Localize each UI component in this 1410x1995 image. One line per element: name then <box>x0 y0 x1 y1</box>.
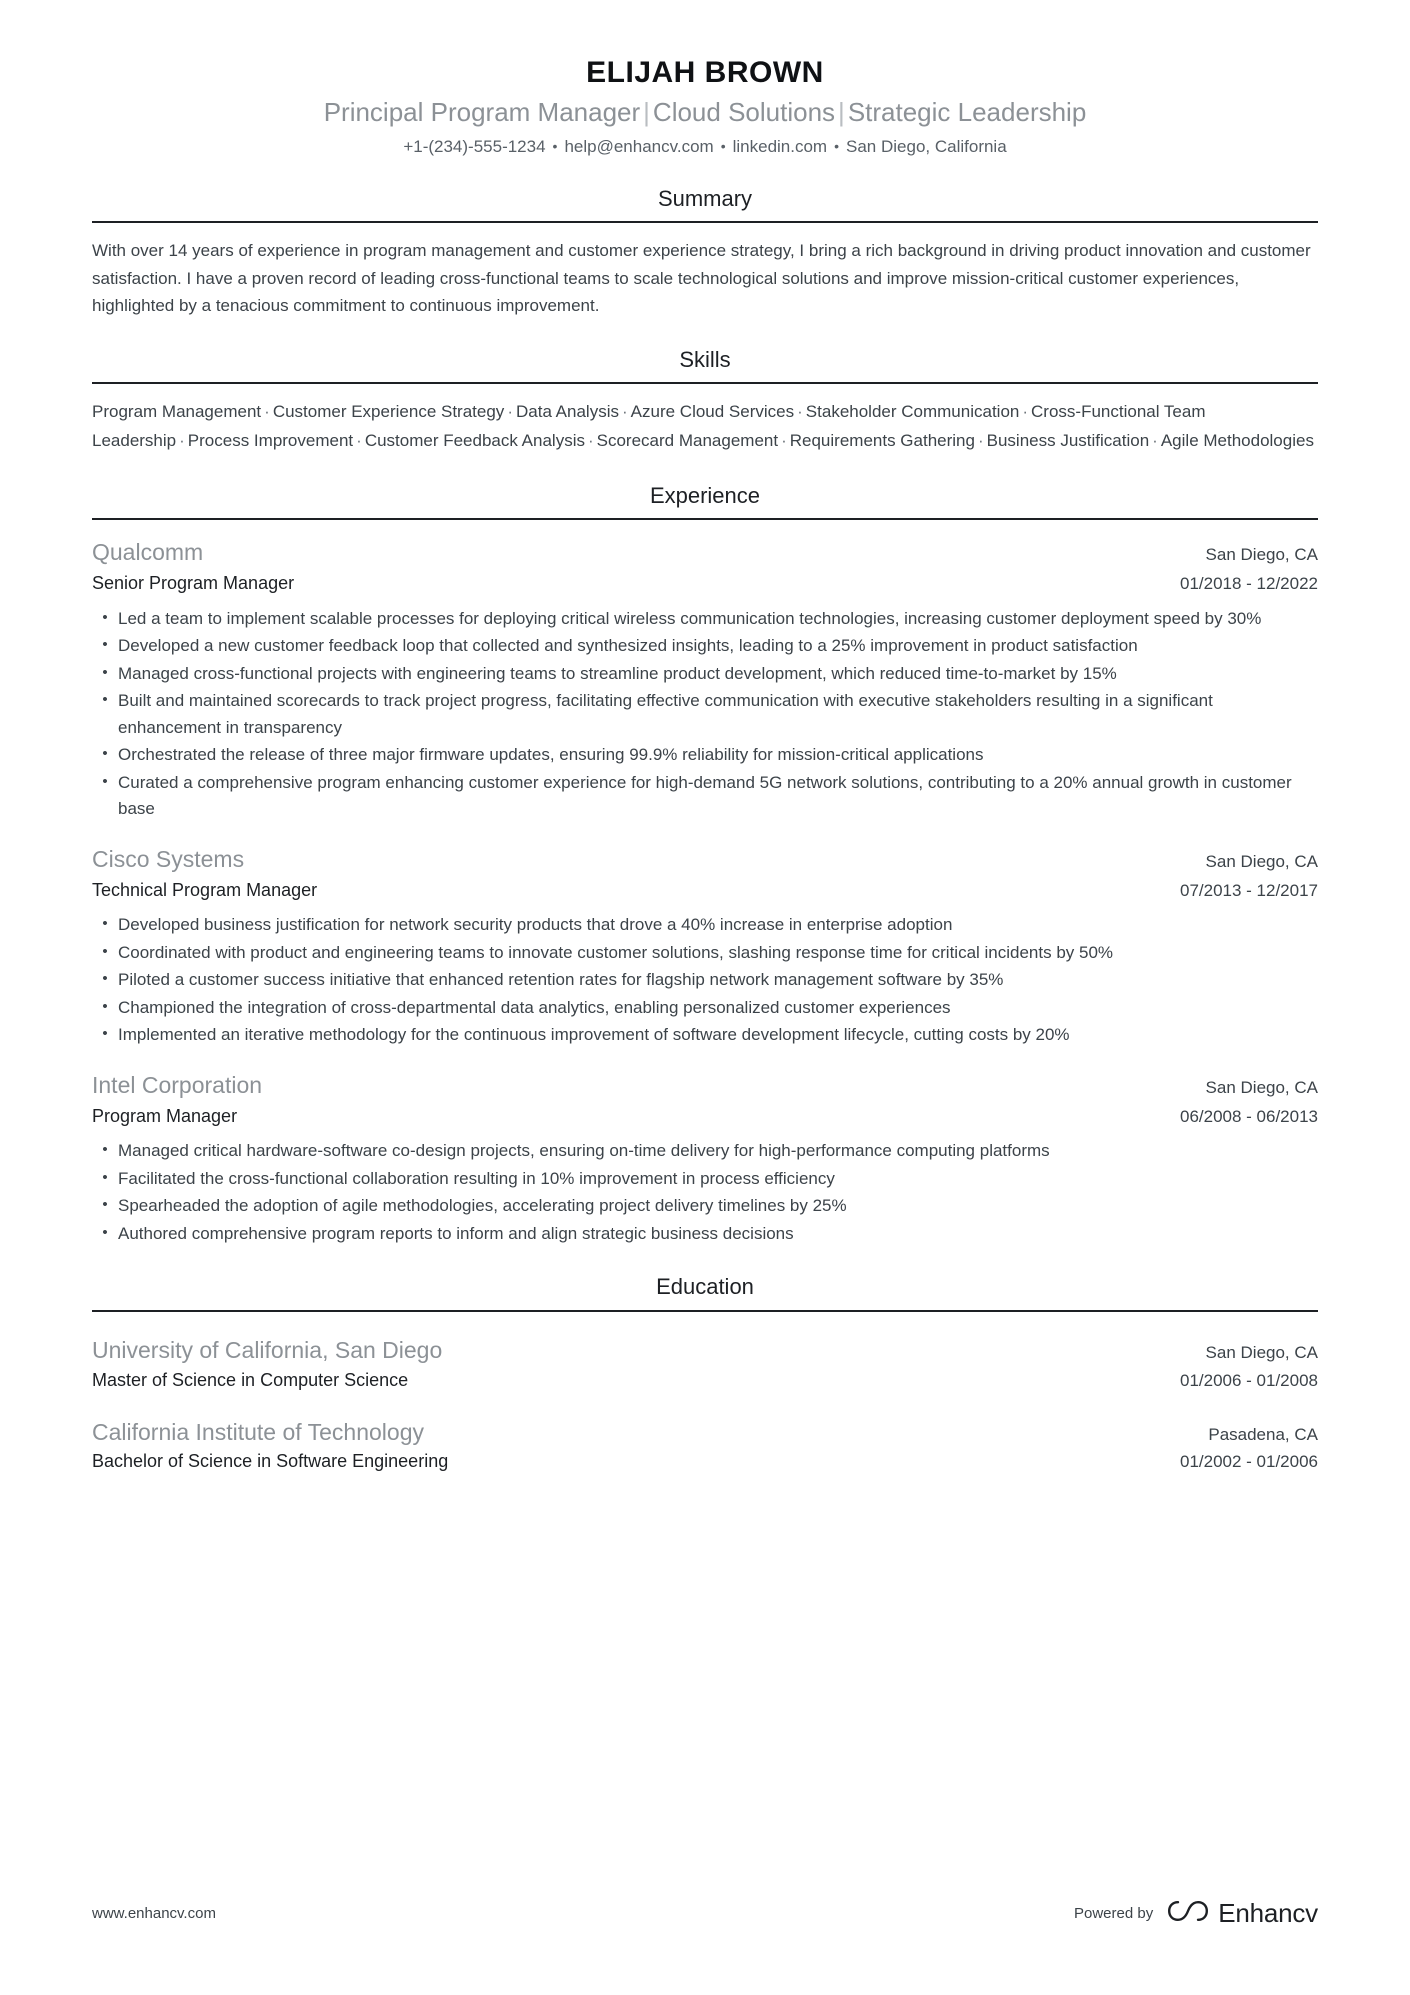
skill-item: Requirements Gathering <box>789 430 975 450</box>
degree-dates: 01/2002 - 01/2006 <box>1179 1452 1318 1472</box>
bullet-text: Spearheaded the adoption of agile methodologies, accelerating project delivery timelines by 25% <box>118 1196 847 1216</box>
entry-subheader-row <box>92 568 1318 597</box>
degree-title: Bachelor of Science in Software Engineering <box>92 1451 449 1472</box>
contact-item[interactable]: San Diego, California <box>846 136 1007 156</box>
list-item <box>92 688 1318 741</box>
bullet-text: Orchestrated the release of three major firmware updates, ensuring 99.9% reliability for mission-critical applications <box>118 745 984 765</box>
skill-item: Cross-Functional Team Leadership <box>92 402 1206 450</box>
section-title-education: Education <box>656 1274 754 1300</box>
job-title: Senior Program Manager <box>92 573 295 593</box>
skill-item: Scorecard Management <box>596 430 779 450</box>
bullet-icon: • <box>102 608 108 626</box>
contact-line <box>92 136 1318 159</box>
skill-separator-icon: · <box>621 402 628 422</box>
bullet-text: Curated a comprehensive program enhancing customer experience for high-demand 5G network solutions, contributing to a 20% annual growth in customer base <box>118 772 1292 819</box>
education-entries <box>92 1336 1318 1475</box>
skill-item: Azure Cloud Services <box>630 402 795 422</box>
bullet-text: Facilitated the cross-functional collaboration resulting in 10% improvement in process efficiency <box>118 1168 835 1188</box>
resume-footer <box>92 1898 1318 1929</box>
section-divider <box>92 382 1318 384</box>
bullet-icon: • <box>102 1223 108 1241</box>
bullet-icon: • <box>102 970 108 988</box>
headline-part: Cloud Solutions <box>652 97 836 128</box>
bullet-text: Managed cross-functional projects with engineering teams to streamline product development, which reduced time-to-market by 15% <box>118 663 1117 683</box>
school-name: University of California, San Diego <box>92 1337 443 1364</box>
list-item <box>92 1138 1318 1165</box>
job-title: Program Manager <box>92 1105 238 1126</box>
section-divider <box>92 1310 1318 1312</box>
school-name: California Institute of Technology <box>92 1418 424 1445</box>
section-experience <box>92 482 1318 1248</box>
bullet-text: Managed critical hardware-software co-design projects, ensuring on-time delivery for high-performance computing platforms <box>118 1141 1050 1161</box>
bullet-text: Developed a new customer feedback loop that collected and synthesized insights, leading to a 25% improvement in product satisfaction <box>118 636 1138 656</box>
entry-header-row <box>92 1071 1318 1101</box>
entry-header-row <box>92 1336 1318 1366</box>
skill-separator-icon: · <box>781 430 787 450</box>
degree-dates: 01/2006 - 01/2008 <box>1179 1370 1318 1390</box>
entry-subheader-row <box>92 1366 1318 1394</box>
employer-location: San Diego, CA <box>1205 1077 1318 1097</box>
employer-name: Intel Corporation <box>92 1071 263 1098</box>
brand-name: Enhancv <box>1218 1898 1318 1928</box>
responsibility-list <box>92 1138 1318 1247</box>
bullet-text: Built and maintained scorecards to track project progress, facilitating effective communication with executive stakeholders resulting in a significant enhancement in transparency <box>118 691 1213 737</box>
skill-item: Data Analysis <box>515 402 619 422</box>
experience-entry <box>92 845 1318 1049</box>
bullet-text: Coordinated with product and engineering teams to innovate customer solutions, slashing response time for critical incidents by 50% <box>118 942 1114 962</box>
headline-part: Principal Program Manager <box>323 97 641 128</box>
resume-header <box>92 55 1318 159</box>
job-dates: 01/2018 - 12/2022 <box>1179 574 1318 593</box>
footer-brand-group <box>1074 1898 1318 1929</box>
list-item <box>92 940 1318 967</box>
summary-text: With over 14 years of experience in program management and customer experience strategy, I bring a rich background in driving product innovation and customer satisfaction. I have a proven record of leading cross-functional teams to scale technological solutions and improve mission-critical customer experiences, highlighted by a tenacious commitment to continuous improvement. <box>92 241 1311 316</box>
bullet-text: Piloted a customer success initiative that enhanced retention rates for flagship network management software by 35% <box>118 970 1004 990</box>
bullet-text: Led a team to implement scalable processes for deploying critical wireless communication technologies, increasing customer deployment speed by 30% <box>118 608 1262 628</box>
skill-separator-icon: · <box>1152 430 1158 450</box>
employer-location: San Diego, CA <box>1205 545 1318 565</box>
bullet-icon: • <box>102 691 108 709</box>
skill-item: Program Management <box>92 402 262 422</box>
headline-separator: | <box>643 97 650 128</box>
job-title: Technical Program Manager <box>92 879 318 900</box>
bullet-icon: • <box>102 1168 108 1186</box>
bullet-icon: • <box>102 745 108 763</box>
list-item <box>92 742 1318 769</box>
contact-separator-icon: • <box>552 137 558 154</box>
skills-list <box>92 398 1318 455</box>
experience-entry <box>92 538 1318 823</box>
list-item <box>92 1221 1318 1248</box>
candidate-headline <box>92 95 1318 129</box>
school-location: Pasadena, CA <box>1208 1424 1318 1444</box>
skill-separator-icon: · <box>977 430 984 450</box>
bullet-icon: • <box>102 1141 108 1159</box>
responsibility-list <box>92 912 1318 1049</box>
section-title-skills: Skills <box>679 346 731 372</box>
degree-title: Master of Science in Computer Science <box>92 1369 409 1390</box>
headline-part: Strategic Leadership <box>847 97 1087 128</box>
section-divider <box>92 518 1318 520</box>
entry-subheader-row <box>92 1101 1318 1130</box>
bullet-icon: • <box>102 772 108 790</box>
contact-item[interactable]: help@enhancv.com <box>564 136 714 156</box>
employer-location: San Diego, CA <box>1205 851 1318 871</box>
contact-item[interactable]: linkedin.com <box>732 136 828 156</box>
bullet-icon: • <box>102 942 108 960</box>
job-dates: 06/2008 - 06/2013 <box>1179 1106 1318 1126</box>
list-item <box>92 606 1318 633</box>
footer-url[interactable]: www.enhancv.com <box>92 1905 216 1922</box>
list-item <box>92 633 1318 660</box>
skill-item: Agile Methodologies <box>1160 430 1314 450</box>
list-item <box>92 770 1318 823</box>
skill-separator-icon: · <box>797 402 803 422</box>
list-item <box>92 912 1318 939</box>
bullet-icon: • <box>102 1196 108 1214</box>
section-skills <box>92 346 1318 456</box>
infinity-icon <box>1167 1898 1209 1929</box>
list-item <box>92 995 1318 1022</box>
experience-entry <box>92 1071 1318 1248</box>
responsibility-list <box>92 606 1318 823</box>
entry-header-row <box>92 845 1318 875</box>
bullet-text: Authored comprehensive program reports to inform and align strategic business decisions <box>118 1223 794 1243</box>
section-summary <box>92 185 1318 320</box>
enhancv-logo <box>1167 1898 1318 1929</box>
powered-by-label: Powered by <box>1073 1905 1154 1922</box>
list-item <box>92 1022 1318 1049</box>
skill-item: Business Justification <box>986 430 1150 450</box>
bullet-icon: • <box>102 636 108 654</box>
experience-entries <box>92 538 1318 1247</box>
job-dates: 07/2013 - 12/2017 <box>1179 880 1318 900</box>
candidate-name: ELIJAH BROWN <box>586 56 824 89</box>
skill-separator-icon: · <box>356 430 362 450</box>
contact-separator-icon: • <box>720 137 726 154</box>
skill-item: Customer Experience Strategy <box>272 402 505 422</box>
bullet-text: Implemented an iterative methodology for the continuous improvement of software development lifecycle, cutting costs by 20% <box>118 1025 1070 1045</box>
list-item <box>92 1166 1318 1193</box>
skill-item: Process Improvement <box>187 430 354 450</box>
bullet-text: Developed business justification for network security products that drove a 40% increase in enterprise adoption <box>118 915 953 935</box>
skill-separator-icon: · <box>507 402 513 422</box>
headline-separator: | <box>838 97 845 128</box>
bullet-icon: • <box>102 997 108 1015</box>
list-item <box>92 661 1318 688</box>
employer-name: Qualcomm <box>92 539 204 566</box>
list-item <box>92 1193 1318 1220</box>
entry-header-row <box>92 1418 1318 1448</box>
education-entry <box>92 1336 1318 1394</box>
skill-separator-icon: · <box>264 402 270 422</box>
list-item <box>92 967 1318 994</box>
contact-item[interactable]: +1-(234)-555-1234 <box>403 136 546 156</box>
entry-subheader-row <box>92 1447 1318 1475</box>
bullet-icon: • <box>102 915 108 933</box>
bullet-icon: • <box>102 663 108 681</box>
bullet-icon: • <box>102 1025 108 1043</box>
skill-separator-icon: · <box>179 430 185 450</box>
skill-item: Customer Feedback Analysis <box>364 430 585 450</box>
section-title-summary: Summary <box>657 185 753 211</box>
entry-header-row <box>92 538 1318 568</box>
skill-separator-icon: · <box>1022 402 1029 422</box>
section-title-experience: Experience <box>649 482 761 508</box>
skill-item: Stakeholder Communication <box>805 402 1020 422</box>
entry-subheader-row <box>92 875 1318 904</box>
education-entry <box>92 1418 1318 1476</box>
school-location: San Diego, CA <box>1205 1343 1318 1363</box>
employer-name: Cisco Systems <box>92 845 245 872</box>
contact-separator-icon: • <box>834 137 840 154</box>
bullet-text: Championed the integration of cross-departmental data analytics, enabling personalized customer experiences <box>118 997 951 1017</box>
skill-separator-icon: · <box>587 430 594 450</box>
section-education <box>92 1273 1318 1475</box>
section-divider <box>92 221 1318 223</box>
